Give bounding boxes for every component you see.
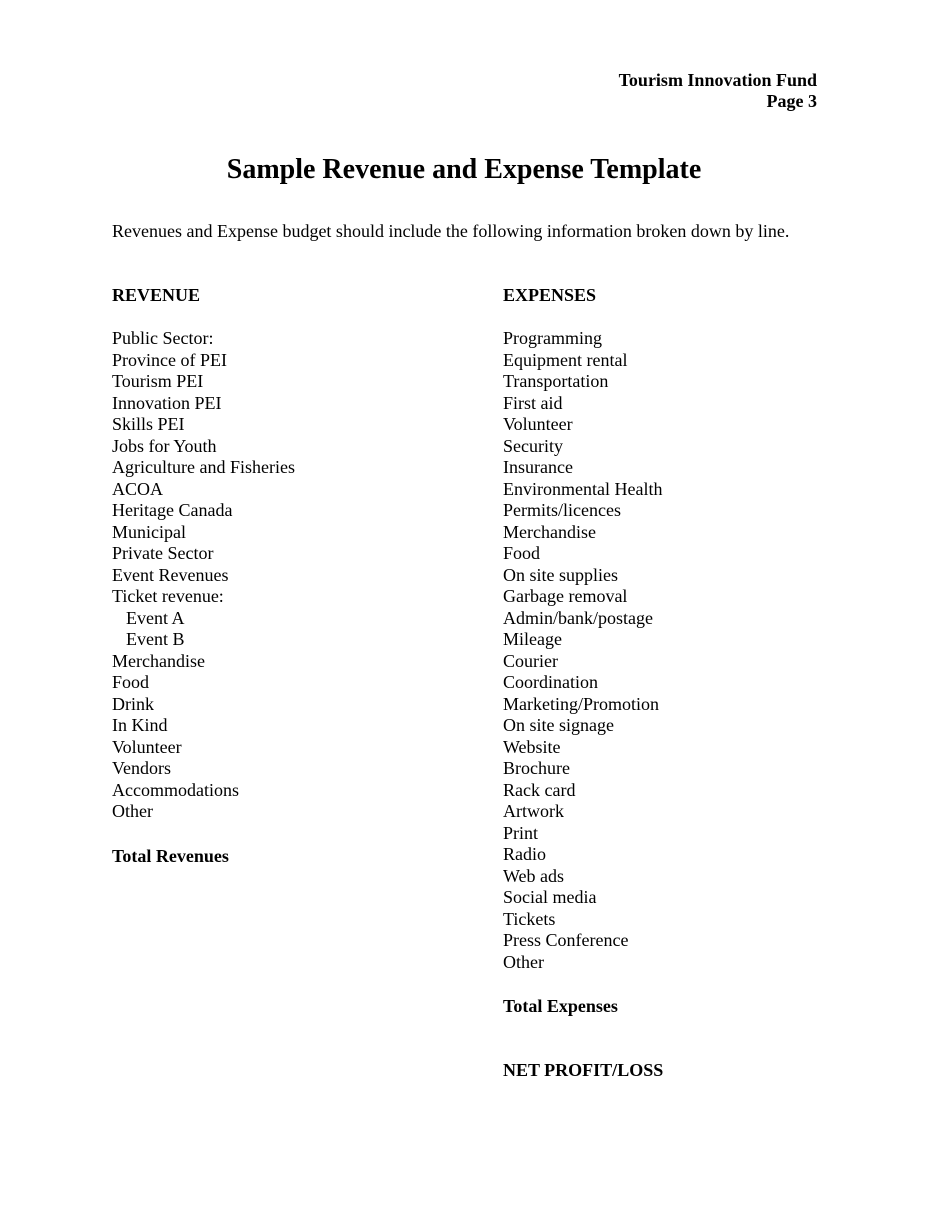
list-item: Event Revenues	[112, 564, 229, 585]
list-item: Insurance	[503, 457, 573, 477]
list-item: Jobs for Youth	[112, 435, 217, 456]
list-item: Garbage removal	[503, 586, 628, 606]
list-item: Accommodations	[112, 779, 239, 800]
list-item: Security	[503, 435, 563, 456]
list-item: Equipment rental	[503, 349, 628, 370]
page-header	[619, 70, 817, 112]
list-item: Province of PEI	[112, 349, 227, 370]
intro-paragraph: Revenues and Expense budget should include the following information broken down by line.	[112, 221, 790, 241]
list-item: Other	[503, 951, 544, 972]
list-item: Drink	[112, 693, 154, 714]
list-item: Volunteer	[112, 736, 182, 757]
header-page-number: Page 3	[766, 91, 817, 111]
total-expenses-label: Total Expenses	[503, 996, 618, 1016]
list-item: Brochure	[503, 758, 570, 778]
list-item: Coordination	[503, 672, 598, 692]
net-profit-loss-label: NET PROFIT/LOSS	[503, 1060, 664, 1080]
list-item: Permits/licences	[503, 500, 621, 520]
revenue-heading: REVENUE	[112, 285, 201, 305]
list-item: Heritage Canada	[112, 500, 233, 520]
list-item: Transportation	[503, 371, 609, 391]
list-item: First aid	[503, 392, 563, 413]
list-item: On site supplies	[503, 564, 618, 585]
list-item: In Kind	[112, 715, 168, 735]
list-item: Event B	[126, 629, 185, 649]
expenses-heading: EXPENSES	[503, 285, 597, 305]
list-item: Marketing/Promotion	[503, 693, 659, 714]
list-item: Programming	[503, 328, 602, 348]
list-item: Tourism PEI	[112, 371, 204, 391]
list-item: Agriculture and Fisheries	[112, 457, 295, 477]
document-title: Sample Revenue and Expense Template	[226, 154, 702, 185]
list-item: Private Sector	[112, 543, 214, 563]
list-item: Merchandise	[503, 521, 596, 542]
list-item: Food	[503, 543, 541, 563]
list-item: On site signage	[503, 715, 614, 735]
total-revenues-label: Total Revenues	[112, 845, 229, 866]
list-item: Website	[503, 736, 561, 757]
list-item: Rack card	[503, 779, 576, 800]
list-item: Skills PEI	[112, 414, 185, 434]
list-item: Tickets	[503, 908, 556, 929]
list-item: Public Sector:	[112, 328, 214, 348]
list-item: Food	[112, 672, 150, 692]
list-item: Ticket revenue:	[112, 586, 224, 606]
list-item: Merchandise	[112, 650, 205, 671]
list-item: Social media	[503, 887, 597, 907]
list-item: Print	[503, 822, 539, 843]
list-item: Vendors	[112, 758, 171, 778]
list-item: Artwork	[503, 801, 564, 821]
list-item: ACOA	[112, 478, 164, 499]
revenue-list	[112, 328, 472, 823]
list-item: Volunteer	[503, 414, 573, 434]
list-item: Admin/bank/postage	[503, 607, 653, 628]
list-item: Event A	[126, 607, 185, 628]
expenses-column	[503, 284, 863, 1081]
expenses-list	[503, 328, 863, 973]
list-item: Municipal	[112, 521, 186, 542]
list-item: Environmental Health	[503, 478, 663, 499]
list-item: Other	[112, 801, 153, 821]
list-item: Innovation PEI	[112, 392, 222, 413]
header-organization: Tourism Innovation Fund	[618, 70, 817, 90]
list-item: Radio	[503, 844, 546, 864]
list-item: Courier	[503, 650, 558, 671]
list-item: Mileage	[503, 629, 562, 649]
list-item: Press Conference	[503, 930, 629, 950]
revenue-column	[112, 284, 472, 867]
list-item: Web ads	[503, 865, 565, 886]
